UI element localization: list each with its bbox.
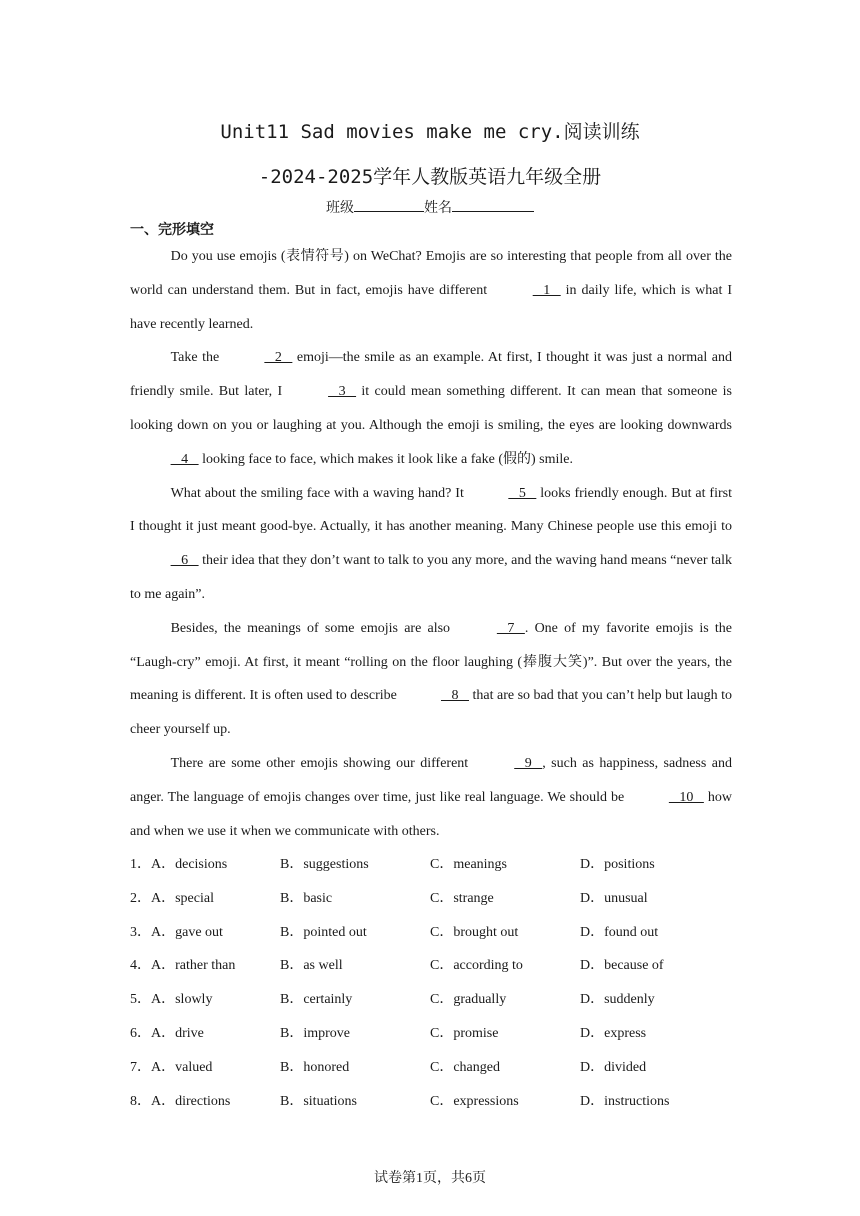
cloze-blank[interactable]: 2 xyxy=(264,350,293,366)
question-number: 2． xyxy=(130,890,151,906)
option-a[interactable] xyxy=(130,882,214,916)
option-b[interactable]: B．situations xyxy=(280,1093,358,1109)
question-number: 1． xyxy=(130,857,151,872)
question-options-row xyxy=(130,1085,750,1119)
option-a[interactable] xyxy=(130,949,235,983)
option-text: A．valued xyxy=(151,1059,213,1075)
option-a[interactable] xyxy=(130,983,212,1017)
question-options-row xyxy=(130,882,750,916)
question-number: 6． xyxy=(130,1025,151,1041)
option-b[interactable]: B．pointed out xyxy=(280,924,367,940)
cloze-blank[interactable]: 6 xyxy=(170,553,199,569)
option-c[interactable]: C．expressions xyxy=(430,1093,519,1109)
class-label: 班级 xyxy=(326,201,354,216)
option-a[interactable] xyxy=(130,1017,204,1051)
option-b[interactable]: B．certainly xyxy=(280,992,353,1008)
cloze-blank[interactable]: 7 xyxy=(496,620,525,636)
option-a[interactable] xyxy=(130,916,223,950)
passage-text: What about the smiling face with a waving hand? It xyxy=(170,485,468,501)
option-d[interactable]: D．because of xyxy=(580,958,664,974)
cloze-blank[interactable]: 9 xyxy=(514,755,543,771)
section-title: 一、完形填空 xyxy=(130,222,214,238)
passage-text: emoji—the smile as an example. At first, I thought it was just a normal and friendly smile. But later, I xyxy=(130,350,732,400)
question-number: 3． xyxy=(130,924,151,940)
cloze-blank[interactable]: 3 xyxy=(328,384,357,400)
cloze-blank[interactable]: 5 xyxy=(508,485,537,501)
cloze-blank[interactable]: 1 xyxy=(532,282,561,298)
question-options-row xyxy=(130,916,750,950)
class-name-line xyxy=(0,197,860,217)
cloze-blank[interactable]: 4 xyxy=(170,451,199,467)
option-b[interactable]: B．honored xyxy=(280,1059,350,1075)
option-d[interactable]: D．divided xyxy=(580,1059,647,1075)
option-c[interactable]: C．according to xyxy=(430,958,523,974)
passage-text: their idea that they don’t want to talk to you any more, and the waving hand means “never talk to me again”. xyxy=(130,553,732,602)
option-a[interactable] xyxy=(130,1085,230,1119)
question-number: 4． xyxy=(130,958,151,974)
option-b[interactable]: B．as well xyxy=(280,958,343,974)
option-text: A．special xyxy=(151,890,214,906)
option-b[interactable]: B．suggestions xyxy=(280,857,369,872)
option-d[interactable]: D．positions xyxy=(580,857,655,872)
name-label: 姓名 xyxy=(424,201,452,216)
question-number: 7． xyxy=(130,1059,151,1075)
option-b[interactable]: B．improve xyxy=(280,1025,350,1041)
passage-text: Besides, the meanings of some emojis are also xyxy=(170,620,457,636)
passage-text: looks friendly enough. But at first I thought it just meant good-bye. Actually, it has another meaning. Many Chinese people use this emoji to xyxy=(130,485,732,535)
question-options-row xyxy=(130,1051,750,1085)
passage-text: how and when we use it when we communicate with others. xyxy=(130,789,732,839)
option-d[interactable]: D．found out xyxy=(580,924,659,940)
option-c[interactable]: C．meanings xyxy=(430,857,507,872)
question-options-row xyxy=(130,1017,750,1051)
passage-text: Take the xyxy=(170,350,224,366)
option-c[interactable]: C．brought out xyxy=(430,924,519,940)
option-c[interactable]: C．changed xyxy=(430,1059,500,1075)
option-d[interactable]: D．unusual xyxy=(580,890,648,906)
passage-paragraph xyxy=(130,240,732,341)
options-list xyxy=(130,848,750,1118)
passage-paragraph xyxy=(130,612,732,747)
option-text: A．drive xyxy=(151,1025,204,1041)
cloze-blank[interactable]: 8 xyxy=(440,688,469,704)
page-footer: 试卷第1页，共6页 xyxy=(374,1171,486,1186)
cloze-blank[interactable]: 10 xyxy=(668,789,704,805)
passage-text: There are some other emojis showing our different xyxy=(170,755,474,771)
option-text: A．rather than xyxy=(151,958,236,974)
passage-text: it could mean something different. It can mean that someone is looking down on you or laughing at you. Although the emoji is smiling, the eyes are looking downwards xyxy=(130,384,732,433)
passage-paragraph xyxy=(130,341,732,476)
cloze-passage xyxy=(130,240,732,848)
question-options-row xyxy=(130,848,750,882)
passage-text: in daily life, which is what I have recently learned. xyxy=(130,282,732,332)
name-blank[interactable] xyxy=(452,198,534,212)
document-title-line1: Unit11 Sad movies make me cry.阅读训练 xyxy=(220,121,640,143)
option-text: A．slowly xyxy=(151,992,213,1008)
option-c[interactable]: C．promise xyxy=(430,1025,499,1041)
option-c[interactable]: C．gradually xyxy=(430,992,507,1008)
document-title-line2: -2024-2025学年人教版英语九年级全册 xyxy=(258,166,602,188)
class-blank[interactable] xyxy=(354,198,424,212)
option-a[interactable] xyxy=(130,1051,212,1085)
option-text: A．directions xyxy=(151,1093,231,1109)
option-c[interactable]: C．strange xyxy=(430,890,494,906)
passage-text: , such as happiness, sadness and anger. The language of emojis changes over time, just like real language. We should be xyxy=(130,755,732,805)
question-options-row xyxy=(130,983,750,1017)
passage-text: looking face to face, which makes it look like a fake (假的) smile. xyxy=(198,451,573,467)
option-text: A．decisions xyxy=(151,857,228,872)
question-number: 5． xyxy=(130,992,151,1008)
option-d[interactable]: D．express xyxy=(580,1025,647,1041)
passage-text: that are so bad that you can’t help but laugh to cheer yourself up. xyxy=(130,688,732,738)
question-number: 8． xyxy=(130,1093,151,1109)
passage-paragraph xyxy=(130,747,732,848)
option-d[interactable]: D．instructions xyxy=(580,1093,670,1109)
option-d[interactable]: D．suddenly xyxy=(580,992,655,1008)
option-b[interactable]: B．basic xyxy=(280,890,333,906)
passage-text: Do you use emojis (表情符号) on WeChat? Emojis are so interesting that people from all over the world can understand them. But in fact, emojis have different xyxy=(130,249,732,298)
option-a[interactable] xyxy=(130,848,227,882)
question-options-row xyxy=(130,949,750,983)
passage-text: . One of my favorite emojis is the “Laugh-cry” emoji. At first, it meant “rolling on the floor laughing (捧腹大笑)”. But over the years, the meaning is different. It is often used to describe xyxy=(130,620,732,704)
passage-paragraph xyxy=(130,477,732,612)
option-text: A．gave out xyxy=(151,924,223,940)
